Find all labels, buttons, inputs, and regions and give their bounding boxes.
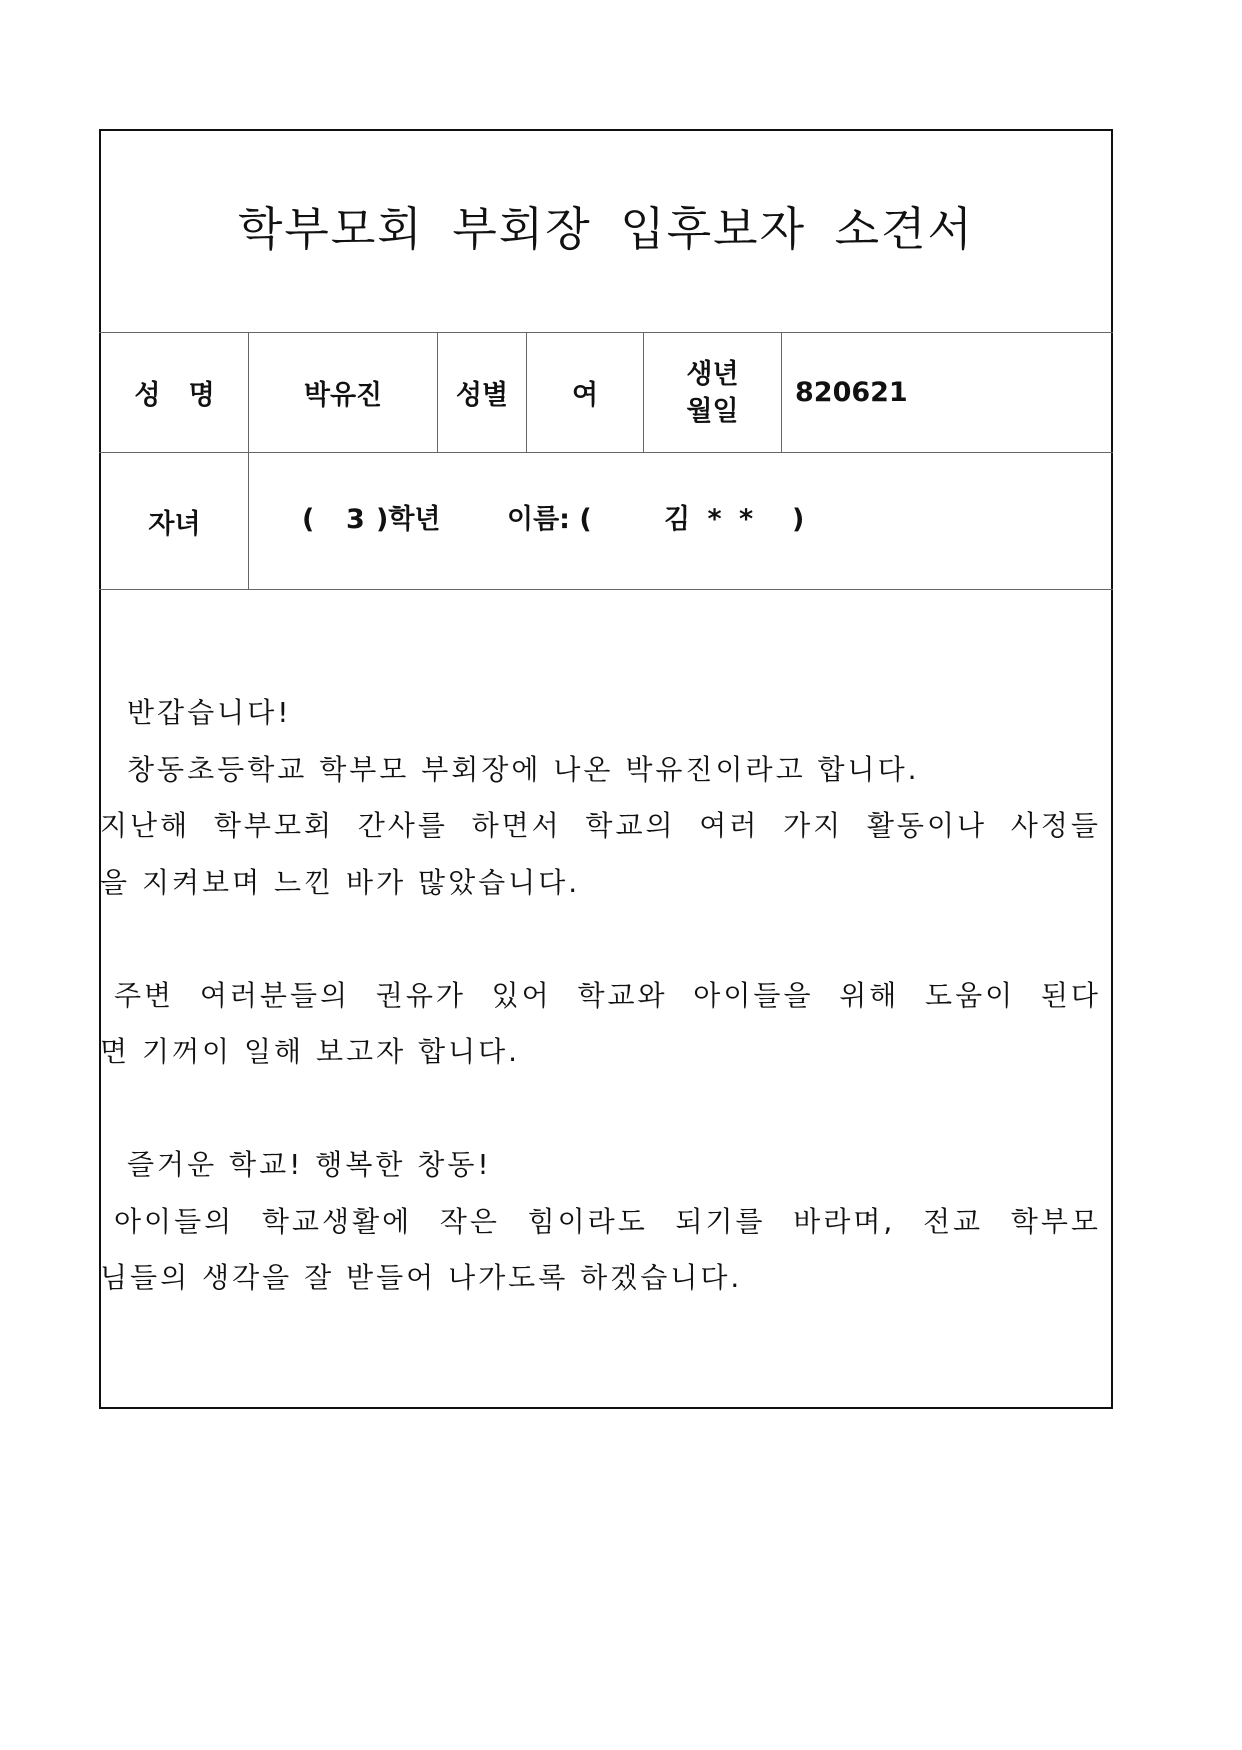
body-line: 반갑습니다! [127,696,292,729]
row-divider [99,452,1113,453]
word: 사정들 [1010,809,1101,842]
word: 학교와 [577,979,668,1012]
child-grade: 3 [346,504,365,535]
word: 여러분들의 [199,979,351,1012]
word: 아이들을 [693,979,814,1012]
word: 된다 [1040,979,1101,1012]
candidate-name: 박유진 [303,380,383,411]
word: 전교 [923,1205,984,1238]
birthdate-label-line1: 생년 [686,358,739,390]
name-close-paren: ) [792,504,805,535]
body-line: 즐거운 학교! 행복한 창동! [127,1148,492,1181]
body-line [100,798,1101,854]
word: 지난해 [100,809,191,842]
word: 바라며, [793,1205,896,1238]
word: 도움이 [925,979,1016,1012]
word: 힘이라도 [527,1205,648,1238]
body-line: 을 지켜보며 느낀 바가 많았습니다. [100,866,581,899]
child-name-label: 이름: ( [507,504,592,535]
word: 작은 [439,1205,500,1238]
word: 학교생활에 [261,1205,413,1238]
grade-open-paren: ( [302,504,315,535]
column-divider [248,452,249,589]
child-label: 자녀 [148,508,201,540]
word: 하면서 [471,809,562,842]
word: 아이들의 [114,1205,235,1238]
child-name: 김 * * [664,504,754,535]
gender-value: 여 [571,380,599,411]
name-label: 성 명 [134,380,215,411]
row-divider [99,589,1113,590]
word: 권유가 [375,979,466,1012]
body-line: 님들의 생각을 잘 받들어 나가도록 하겠습니다. [100,1261,743,1294]
body-line [113,968,1101,1024]
word: 위해 [839,979,900,1012]
body-line: 창동초등학교 학부모 부회장에 나온 박유진이라고 합니다. [127,753,920,786]
word: 학교의 [585,809,676,842]
word: 활동이나 [866,809,988,842]
word: 학부모 [1010,1205,1101,1238]
word: 주변 [114,979,175,1012]
page-title: 학부모회 부회장 입후보자 소견서 [238,202,974,256]
grade-suffix: )학년 [376,504,441,535]
word: 여러 [699,809,760,842]
word: 학부모회 [213,809,335,842]
word: 가지 [783,809,844,842]
gender-label: 성별 [455,380,509,411]
body-line: 면 기꺼이 일해 보고자 합니다. [100,1035,521,1068]
word: 있어 [491,979,552,1012]
word: 간사를 [357,809,448,842]
word: 되기를 [675,1205,766,1238]
birthdate-value: 820621 [795,377,908,408]
body-line [113,1194,1101,1250]
birthdate-label [644,333,781,452]
birthdate-label-line2: 월일 [686,395,739,427]
